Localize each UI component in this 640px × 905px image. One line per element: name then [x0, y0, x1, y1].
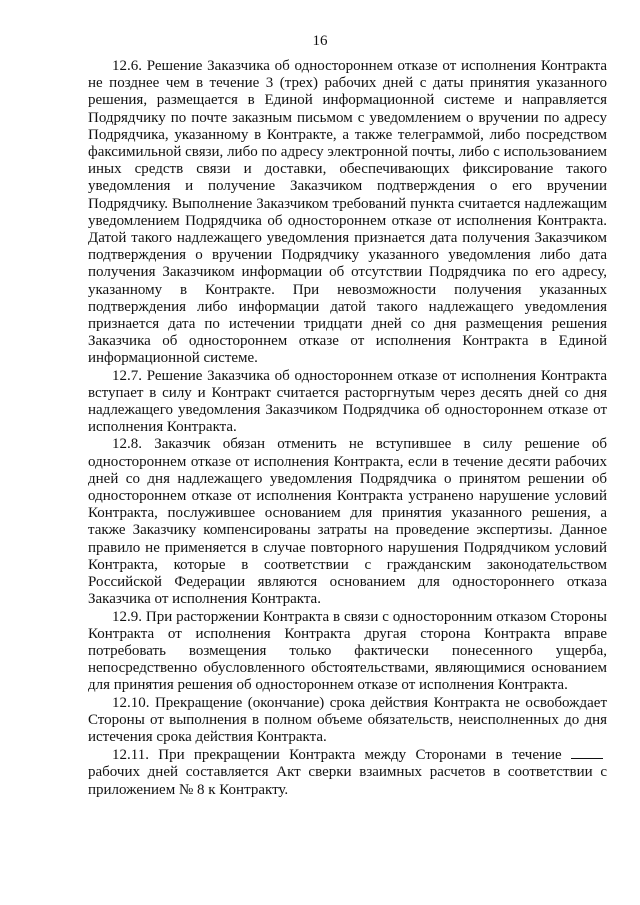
clause-text: При расторжении Контракта в связи с односторонним отказом Стороны Контракта от исполнения Контракта другая сторона Контракта вправе потребовать возмещения только фактически понесенного ущерба, непосредственно обусловленного обстоятельствами, являющимися основанием для принятия решения об одностороннем отказе от исполнения Контракта. — [88, 608, 607, 694]
clause-number: 12.9. — [112, 608, 142, 625]
clause-text: Заказчик обязан отменить не вступившее в силу решение об одностороннем отказе от исполнения Контракта, если в течение десяти рабочих дней со дня надлежащего уведомления Подрядчика о принятом решении об одностороннем отказе от исполнения Контракта устранено нарушение условий Контракта, послужившее основанием для принятия указанного решения, а также Заказчику компенсированы затраты на проведение экспертизы. Данное правило не применяется в случае повторного нарушения Подрядчиком условий Контракта, которые в соответствии с гражданским законодательством Российской Федерации являются основанием для одностороннего отказа Заказчика от исполнения Контракта. — [88, 436, 608, 608]
clause-text-after-blank: рабочих дней составляется Акт сверки взаимных расчетов в соответствии с приложением № 8 к Контракту. — [88, 764, 607, 798]
clause-number: 12.7. — [112, 367, 142, 384]
clause-text: Прекращение (окончание) срока действия Контракта не освобождает Стороны от выполнения в полном объеме обязательств, неисполненных до дня истечения срока действия Контракта. — [88, 694, 607, 745]
clause-number: 12.11. — [112, 747, 149, 764]
clause-12-8 — [88, 436, 607, 608]
clause-12-6 — [88, 58, 607, 368]
clause-number: 12.8. — [112, 436, 142, 453]
document-body — [88, 58, 607, 799]
clause-12-7 — [88, 368, 607, 437]
clause-number: 12.6. — [112, 58, 142, 74]
clause-text: Решение Заказчика об одностороннем отказе от исполнения Контракта не позднее чем в течение 3 (трех) рабочих дней с даты принятия указанного решения, размещается в Единой информационной системе и направляется Подрядчику по почте заказным письмом с уведомлением о вручении по адресу Подрядчика, указанному в Контракте, а также телеграммой, либо посредством факсимильной связи, либо по адресу электронной почты, либо с использованием иных средств связи и доставки, обеспечивающих фиксирование такого уведомления и получение Заказчиком подтверждения о его вручении Подрядчику. Выполнение Заказчиком требований пункта считается надлежащим уведомлением Подрядчика об одностороннем отказе от исполнения Контракта. Датой такого надлежащего уведомления признается дата получения Заказчиком подтверждения о вручении Подрядчику указанного уведомления либо дата получения Заказчиком информации об отсутствии Подрядчика по его адресу, указанному в Контракте. При невозможности получения указанных подтверждения либо информации датой такого надлежащего уведомления признается дата по истечении тридцати дней со дня размещения решения Заказчика об одностороннем отказе от исполнения Контракта в Единой информационной системе. — [88, 58, 607, 367]
clause-number: 12.10. — [112, 694, 150, 711]
clause-12-10 — [88, 695, 607, 747]
blank-fill-line — [571, 746, 603, 759]
clause-12-11 — [88, 746, 607, 799]
clause-text-before-blank: При прекращении Контракта между Сторонами в течение — [158, 747, 562, 764]
page-number: 16 — [312, 33, 328, 49]
clause-text: Решение Заказчика об одностороннем отказе от исполнения Контракта вступает в силу и Контракт считается расторгнутым через десять дней со дня надлежащего уведомления Заказчиком Подрядчика об одностороннем отказе от исполнения Контракта. — [88, 367, 607, 436]
clause-12-9 — [88, 609, 607, 695]
